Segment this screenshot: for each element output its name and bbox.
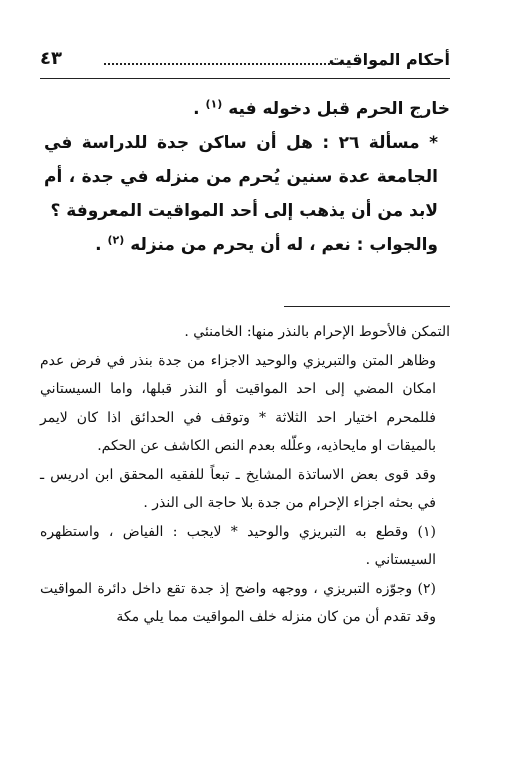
page-number: ٤٣ — [40, 48, 62, 69]
main-line-1-text: خارج الحرم قبل دخوله فيه — [228, 99, 450, 119]
main-text — [44, 92, 450, 262]
header-title: أحكام المواقيت — [328, 50, 450, 69]
main-line-1 — [44, 92, 450, 126]
footnote-paragraph-2: وظاهر المتن والتبريزي والوحيد الاجزاء من جدة بنذر في فرض عدم امكان المضي إلى احد المواقيت أو النذر قبلها، واما السيستاني فللمحرم اختيار احد الثلاثة * وتوقف في الحدائق اذا كان لايمر بالميقات او مايحاذيه، وعلّله بعدم النص الكاشف عن الحكم. — [40, 352, 436, 454]
footnote-1: (١) وقطع به التبريزي والوحيد * لايجب : الفياض ، واستظهره السيستاني . — [40, 523, 436, 568]
footnote-ref-2: (٢) — [107, 233, 125, 247]
running-header — [40, 36, 450, 76]
footnote-paragraph-3: وقد قوى بعض الاساتذة المشايخ ـ تبعاً للفقيه المحقق ابن ادريس ـ في بحثه اجزاء الإحرام من جدة بلا حاجة الى النذر . — [40, 466, 436, 511]
answer-end: . — [95, 235, 108, 255]
answer-paragraph — [44, 228, 450, 262]
footnote-2: (٢) وجوّزه التبريزي ، ووجهه واضح إذ جدة تقع داخل دائرة المواقيت وقد تقدم أن من كان منزله خلف المواقيت مما يلي مكة — [40, 580, 436, 625]
header-rule — [40, 78, 450, 79]
question-paragraph: * مسألة ٢٦ : هل أن ساكن جدة للدراسة في الجامعة عدة سنين يُحرم من منزله في جدة ، أم لابد من أن يذهب إلى أحد المواقيت المعروفة ؟ — [44, 133, 438, 221]
header-dot-leader — [104, 63, 354, 65]
footnotes — [40, 318, 450, 632]
footnote-separator — [284, 306, 450, 307]
main-line-1-end: . — [193, 99, 206, 119]
footnote-ref-1: (١) — [205, 97, 223, 111]
footnote-paragraph-1: التمكن فالأحوط الإحرام بالنذر منها: الخامنئي . — [184, 324, 450, 340]
answer-text: والجواب : نعم ، له أن يحرم من منزله — [130, 235, 438, 255]
